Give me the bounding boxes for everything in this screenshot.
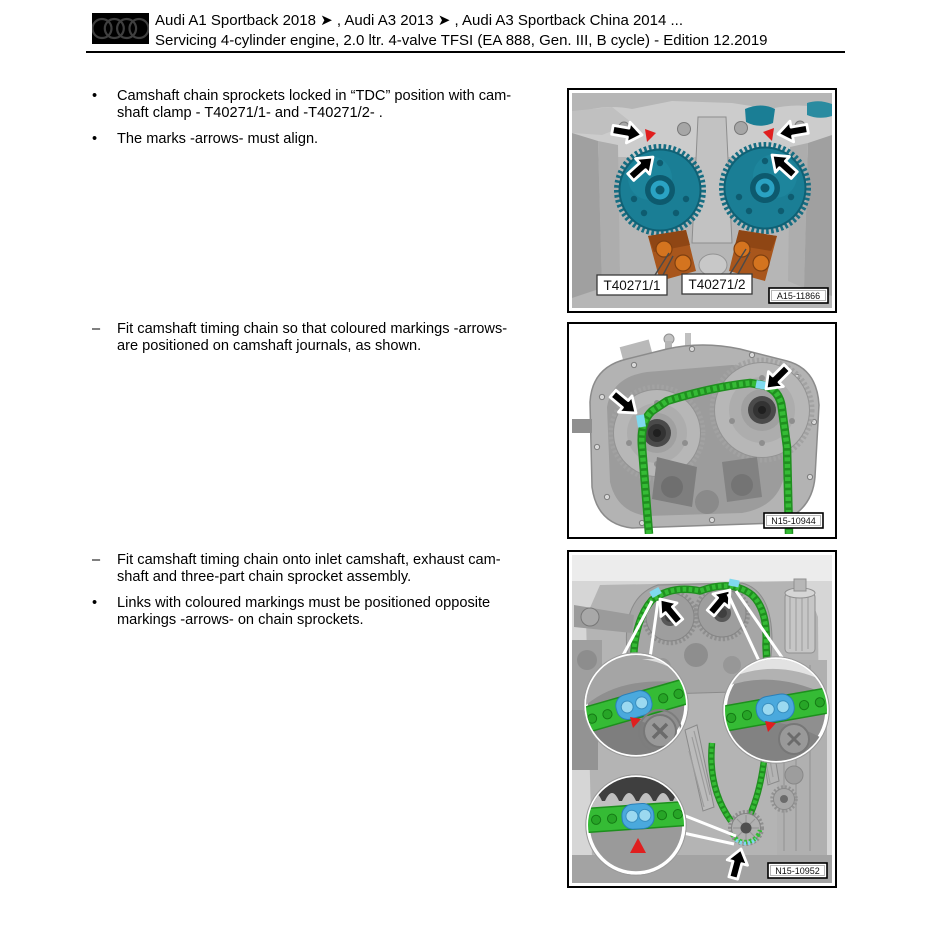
dash-marker: – xyxy=(92,552,101,568)
teal-casting-patch xyxy=(745,106,775,126)
figure-ref-label xyxy=(764,513,823,528)
list-item xyxy=(92,552,562,586)
text-block-tdc-lock xyxy=(92,88,562,157)
list-item xyxy=(92,131,562,148)
text-block-fit-chain-sprockets xyxy=(92,552,562,638)
list-item-text: Fit camshaft timing chain so that coloured markings -arrows- are positioned on camshaft journals, as shown. xyxy=(117,321,508,354)
bullet-marker: • xyxy=(92,595,98,611)
svg-text:N15-10944: N15-10944 xyxy=(771,515,816,526)
list-item-text: Fit camshaft timing chain onto inlet camshaft, exhaust cam- shaft and three-part chain sprocket assembly. xyxy=(117,552,501,585)
bullet-marker: • xyxy=(92,131,98,147)
figure-chain-markings-journals xyxy=(567,322,837,539)
dash-marker: – xyxy=(92,321,101,337)
tool-label-t40271-2 xyxy=(682,274,752,294)
figure-chain-sprocket-assembly xyxy=(567,550,837,888)
cyan-chain-marking xyxy=(729,582,739,584)
list-item-text: Links with coloured markings must be positioned opposite markings -arrows- on chain sprockets. xyxy=(117,595,491,628)
text-block-fit-chain-journals xyxy=(92,321,562,364)
figure-ref-label xyxy=(768,863,827,878)
list-item xyxy=(92,88,562,122)
list-item xyxy=(92,321,562,355)
list-item-text: Camshaft chain sprockets locked in “TDC” position with cam- shaft clamp - T40271/1- and -T40271/2- . xyxy=(117,88,512,121)
svg-text:T40271/2: T40271/2 xyxy=(688,277,746,292)
oil-filter-housing xyxy=(785,579,815,653)
svg-text:N15-10952: N15-10952 xyxy=(775,865,820,876)
svg-text:A15-11866: A15-11866 xyxy=(776,290,821,301)
header-model-line: Audi A1 Sportback 2018 ➤ , Audi A3 2013 ➤ , Audi A3 Sportback China 2014 ... xyxy=(155,12,683,29)
bullet-marker: • xyxy=(92,88,98,104)
audi-rings-logo xyxy=(92,13,149,44)
figure-ref-label xyxy=(769,288,828,303)
svg-text:T40271/1: T40271/1 xyxy=(603,278,661,293)
figure-camshaft-clamps xyxy=(567,88,837,313)
tool-label-t40271-1 xyxy=(597,275,667,295)
header-document-line: Servicing 4-cylinder engine, 2.0 ltr. 4-valve TFSI (EA 888, Gen. III, B cycle) - Edition 12.2019 xyxy=(155,32,768,49)
list-item-text: The marks -arrows- must align. xyxy=(117,131,319,147)
header-divider xyxy=(86,51,845,53)
cyan-chain-marking xyxy=(651,590,660,595)
list-item xyxy=(92,595,562,629)
cyan-chain-marking xyxy=(640,415,642,427)
